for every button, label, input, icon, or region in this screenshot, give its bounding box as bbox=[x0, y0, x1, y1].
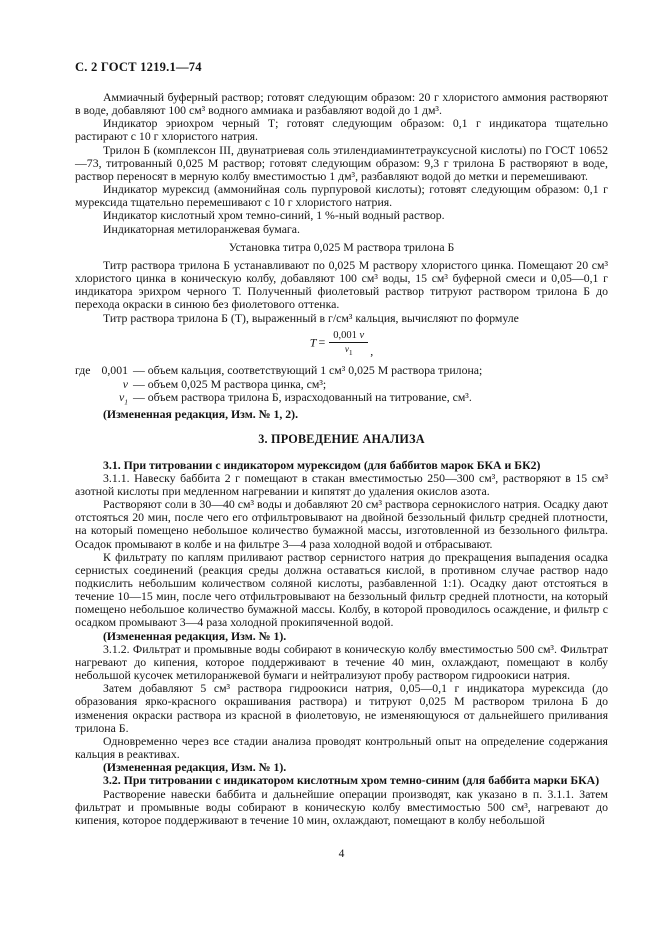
formula-denominator-var: v bbox=[344, 343, 349, 354]
running-header: С. 2 ГОСТ 1219.1—74 bbox=[75, 60, 202, 74]
subsection-3-1-heading: 3.1. При титровании с индикатором мурексидом (для баббитов марок БКА и БК2) bbox=[103, 457, 541, 472]
definition-text: — объем 0,025 М раствора цинка, см³; bbox=[133, 376, 327, 391]
amendment-note: (Измененная редакция, Изм. № 1, 2). bbox=[103, 407, 299, 422]
paragraph-ammonia-buffer: Аммиачный буферный раствор; готовят следующим образом: 20 г хлористого аммония растворяют в воде, добавляют 100 см³ водного аммиака и разбавляют водой до 1 дм³. bbox=[75, 90, 608, 118]
definition-term: v bbox=[122, 376, 128, 391]
paragraph-chrome-blue-indicator: Индикатор кислотный хром темно-синий, 1 %-ный водный раствор. bbox=[103, 208, 445, 223]
where-label: где bbox=[75, 363, 91, 378]
formula-denominator-sub: 1 bbox=[348, 347, 353, 357]
definition-row bbox=[75, 364, 608, 377]
page-content bbox=[75, 60, 608, 827]
paragraph-3-1-2-a: 3.1.2. Фильтрат и промывные воды собирают в коническую колбу вместимостью 500 см³. Фильтрат нагревают до кипения, которое поддерживают в течение 40 мин, охлаждают, помещают в колбу небольшой кусочек метилоранжевой бумаги и нейтрализуют пробу раствором гидроокиси натрия. bbox=[75, 641, 608, 683]
formula-denominator bbox=[329, 343, 368, 358]
paragraph-formula-intro: Титр раствора трилона Б (Т), выраженный в г/см³ кальция, вычисляют по формуле bbox=[103, 310, 519, 325]
definition-text: — объем раствора трилона Б, израсходованный на титрование, см³. bbox=[133, 389, 472, 404]
section-3-heading: 3. ПРОВЕДЕНИЕ АНАЛИЗА bbox=[258, 432, 425, 447]
paragraph-indicator-paper: Индикаторная метилоранжевая бумага. bbox=[103, 221, 300, 236]
paragraph-3-1-2-b: Затем добавляют 5 см³ раствора гидроокиси натрия, 0,05—0,1 г индикатора мурексида (до образования ярко-красного окрашивания раствора) и титруют 0,025 М раствором трилона Б до изменения окраски раствора из красной в фиолетовую, не изменяющуюся от дальнейшего приливания трилона Б. bbox=[75, 681, 608, 735]
paragraph-eriochrome-indicator: Индикатор эриохром черный Т; готовят следующим образом: 0,1 г индикатора тщательно растирают с 10 г хлористого натрия. bbox=[75, 116, 608, 144]
amendment-note: (Измененная редакция, Изм. № 1). bbox=[103, 628, 287, 643]
definition-term: 0,001 bbox=[101, 363, 128, 378]
paragraph-murexide-indicator: Индикатор мурексид (аммонийная соль пурпуровой кислоты); готовят следующим образом: 0,1 г мурексида тщательно перемешивают с 10 г хлористого натрия. bbox=[75, 182, 608, 210]
paragraph-titer-procedure: Титр раствора трилона Б устанавливают по 0,025 М раствору хлористого цинка. Помещают 20 см³ хлористого цинка в коническую колбу, добавляют 100 см³ воды, 15 см³ буферной смеси и 0,05—0,1 г индикатора эрихром черного Т. Полученный фиолетовый раствор титруют раствором трилона Б до перехода окраски в синюю без фиолетового оттенка. bbox=[75, 257, 608, 312]
page-number: 4 bbox=[338, 848, 345, 860]
formula-comma: , bbox=[370, 343, 374, 358]
formula-fraction bbox=[329, 330, 368, 358]
paragraph-trilon-b: Трилон Б (комплексон III, двунатриевая соль этилендиаминтетрауксусной кислоты) по ГОСТ 10652—73, титрованный 0,025 М раствор; готовят следующим образом: 9,3 г трилона Б растворяют в воде, раствор переносят в мерную колбу вместимостью 1 дм³, разбавляют водой до метки и перемешивают. bbox=[75, 142, 608, 183]
amendment-note: (Измененная редакция, Изм. № 1). bbox=[103, 760, 287, 775]
paragraph-3-2-a: Растворение навески баббита и дальнейшие операции производят, как указано в п. 3.1.1. Затем фильтрат и промывные воды собирают в коническую колбу вместимостью 500 см³, нагревают до кипения, которое поддерживают в течение 10 мин, охлаждают, помещают в колбу небольшой bbox=[75, 786, 608, 827]
definition-text: — объем кальция, соответствующий 1 см³ 0,025 М раствора трилона; bbox=[133, 363, 483, 378]
paragraph-3-1-1-b: Растворяют соли в 30—40 см³ воды и добавляют 20 см³ раствора сернокислого натрия. Осадку дают отстояться 20 мин, после чего его отфильтровывают на двойной беззольный фильтр средней плотности, на который помещено небольшое количество бумажной массы, изготовленной из беззольного фильтра. Осадок промывают в колбе и на фильтре 3—4 раза холодной водой и отбрасывают. bbox=[75, 497, 608, 551]
paragraph-3-1-2-c: Одновременно через все стадии анализа проводят контрольный опыт на определение содержания кальция в реактивах. bbox=[75, 733, 608, 762]
formula-equals: = bbox=[318, 335, 326, 350]
titer-formula bbox=[75, 330, 608, 358]
titer-setup-heading: Установка титра 0,025 М раствора трилона Б bbox=[228, 239, 455, 254]
formula-numerator bbox=[329, 330, 368, 343]
formula-numerator-var: v bbox=[359, 329, 365, 341]
definition-row bbox=[75, 378, 608, 391]
paragraph-3-1-1-a: 3.1.1. Навеску баббита 2 г помещают в стакан вместимостью 250—300 см³, растворяют в 15 см³ азотной кислоты при медленном нагревании и кипятят до удаления окислов азота. bbox=[75, 470, 608, 498]
subsection-3-2-heading: 3.2. При титровании с индикатором кислотным хром темно-синим (для баббита марки БКА) bbox=[103, 773, 600, 788]
definition-term: $v_1$ bbox=[119, 389, 128, 407]
paragraph-3-1-1-c: К фильтрату по каплям приливают раствор сернистого натрия до прекращения выпадения осадка сернистых соединений (реакция среды должна оставаться кислой, в противном случае раствор надо подкислить небольшим количеством соляной кислоты, разбавленной 1:1). Осадку дают отстояться в течение 10—15 мин, после чего отфильтровывают на беззольный фильтр средней плотности, на который помещено небольшое количество бумажной массы. Колбу, в которой проводилось осаждение, и фильтр с осадком промывают 3—4 раза холодной прокипяченной водой. bbox=[75, 549, 608, 630]
definition-row bbox=[75, 391, 608, 409]
formula-numerator-const: 0,001 bbox=[333, 329, 357, 341]
formula-lhs: T bbox=[309, 335, 317, 350]
